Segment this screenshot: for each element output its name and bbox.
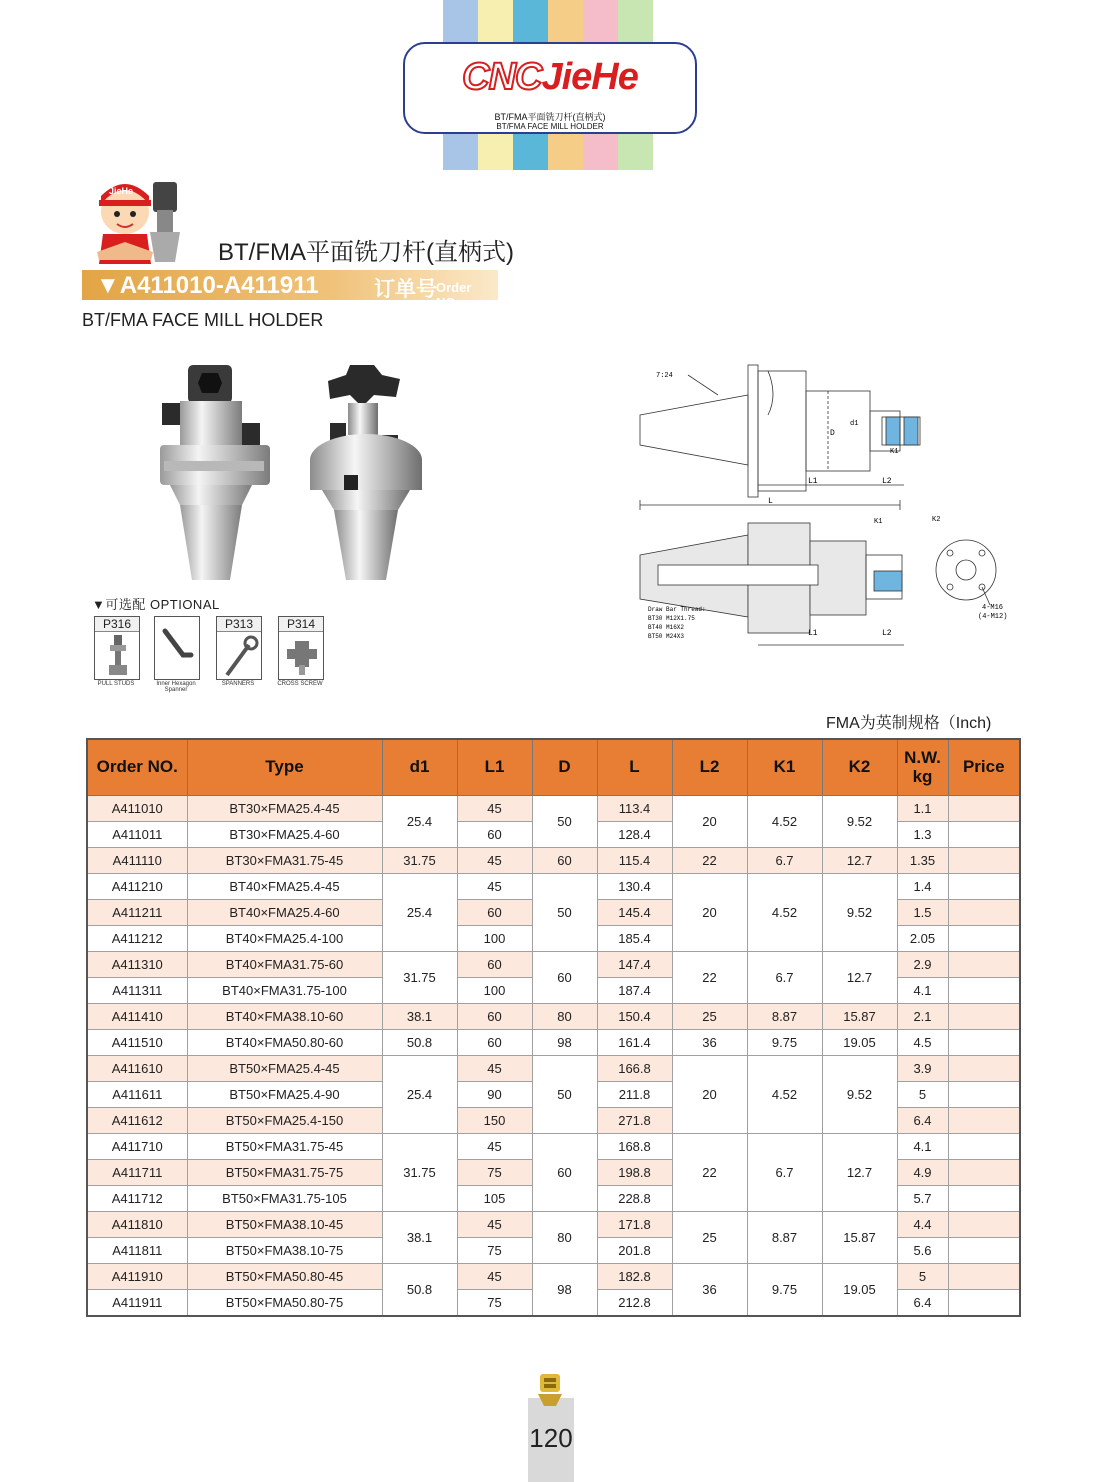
cell-d: 80 bbox=[532, 1004, 597, 1030]
cell-d: 60 bbox=[532, 848, 597, 874]
cell-type: BT30×FMA25.4-60 bbox=[187, 822, 382, 848]
cell-nw: 6.4 bbox=[897, 1108, 948, 1134]
cell-nw: 4.5 bbox=[897, 1030, 948, 1056]
cell-order-no: A411011 bbox=[87, 822, 187, 848]
logo-cnc: CNC bbox=[462, 56, 542, 98]
product-image-holder-2 bbox=[300, 365, 430, 585]
page-number: 120 bbox=[529, 1423, 573, 1453]
cell-l: 161.4 bbox=[597, 1030, 672, 1056]
cell-order-no: A411811 bbox=[87, 1238, 187, 1264]
cell-d: 80 bbox=[532, 1212, 597, 1264]
cell-price bbox=[948, 1108, 1020, 1134]
accessory-caption: CROSS SCREW bbox=[277, 681, 323, 687]
fma-note: FMA为英制规格（Inch) bbox=[826, 715, 992, 732]
cell-type: BT40×FMA25.4-60 bbox=[187, 900, 382, 926]
cell-l1: 45 bbox=[457, 1212, 532, 1238]
table-row bbox=[87, 1056, 1020, 1082]
cell-l: 113.4 bbox=[597, 796, 672, 822]
cell-d1: 38.1 bbox=[382, 1004, 457, 1030]
cell-nw: 6.4 bbox=[897, 1290, 948, 1317]
cell-price bbox=[948, 848, 1020, 874]
cell-d1: 50.8 bbox=[382, 1030, 457, 1056]
cell-k2: 15.87 bbox=[822, 1004, 897, 1030]
cell-type: BT40×FMA38.10-60 bbox=[187, 1004, 382, 1030]
cell-l: 228.8 bbox=[597, 1186, 672, 1212]
cell-nw: 4.4 bbox=[897, 1212, 948, 1238]
cell-order-no: A411311 bbox=[87, 978, 187, 1004]
table-row bbox=[87, 1212, 1020, 1238]
cell-type: BT30×FMA31.75-45 bbox=[187, 848, 382, 874]
cell-l1: 45 bbox=[457, 1264, 532, 1290]
cell-l1: 45 bbox=[457, 796, 532, 822]
drawing-thread-bt40: BT40 M16X2 bbox=[648, 624, 685, 631]
cell-d: 60 bbox=[532, 952, 597, 1004]
cell-l2: 20 bbox=[672, 874, 747, 952]
cell-nw: 4.1 bbox=[897, 1134, 948, 1160]
brand-subtitle-cn: BT/FMA平面铣刀杆(直柄式) bbox=[494, 112, 606, 122]
brand-header-box bbox=[403, 42, 697, 134]
cell-order-no: A411212 bbox=[87, 926, 187, 952]
cell-type: BT40×FMA50.80-60 bbox=[187, 1030, 382, 1056]
cell-price bbox=[948, 978, 1020, 1004]
cell-l1: 60 bbox=[457, 1004, 532, 1030]
cell-type: BT50×FMA25.4-150 bbox=[187, 1108, 382, 1134]
cell-l2: 20 bbox=[672, 796, 747, 848]
drawing-thread-bt50: BT50 M24X3 bbox=[648, 633, 685, 640]
cell-l: 198.8 bbox=[597, 1160, 672, 1186]
cell-nw: 2.05 bbox=[897, 926, 948, 952]
cell-price bbox=[948, 874, 1020, 900]
cell-l: 145.4 bbox=[597, 900, 672, 926]
cell-d1: 25.4 bbox=[382, 1056, 457, 1134]
cell-nw: 4.9 bbox=[897, 1160, 948, 1186]
table-header-row bbox=[87, 739, 1020, 796]
cell-d: 50 bbox=[532, 874, 597, 952]
accessory-caption: PULL STUDS bbox=[97, 681, 135, 687]
cell-nw: 5.7 bbox=[897, 1186, 948, 1212]
cell-k1: 8.87 bbox=[747, 1004, 822, 1030]
drawing-taper-label: 7:24 bbox=[656, 372, 673, 380]
cell-d1: 50.8 bbox=[382, 1264, 457, 1317]
cell-nw: 1.1 bbox=[897, 796, 948, 822]
cell-l: 212.8 bbox=[597, 1290, 672, 1317]
cell-price bbox=[948, 1134, 1020, 1160]
cell-order-no: A411611 bbox=[87, 1082, 187, 1108]
cell-d: 98 bbox=[532, 1030, 597, 1056]
col-nw-line1: N.W. bbox=[904, 747, 941, 767]
drawing-bolt-note: 4-M16 bbox=[982, 604, 1004, 612]
cell-l: 185.4 bbox=[597, 926, 672, 952]
pull-stud-icon bbox=[103, 635, 133, 679]
cell-l2: 36 bbox=[672, 1264, 747, 1317]
cell-d1: 31.75 bbox=[382, 848, 457, 874]
cell-order-no: A411612 bbox=[87, 1108, 187, 1134]
cell-price bbox=[948, 1030, 1020, 1056]
cell-l: 171.8 bbox=[597, 1212, 672, 1238]
cell-k2: 19.05 bbox=[822, 1264, 897, 1317]
cell-k1: 6.7 bbox=[747, 1134, 822, 1212]
table-row bbox=[87, 796, 1020, 822]
cell-order-no: A411110 bbox=[87, 848, 187, 874]
cell-l2: 36 bbox=[672, 1030, 747, 1056]
drawing-label-K1: K1 bbox=[890, 448, 899, 456]
drawing-label-L: L bbox=[768, 497, 773, 506]
cell-k1: 4.52 bbox=[747, 796, 822, 848]
col-nw bbox=[897, 739, 948, 796]
order-range-bar bbox=[82, 270, 498, 310]
cell-order-no: A411211 bbox=[87, 900, 187, 926]
optional-label: ▼可选配 OPTIONAL bbox=[92, 597, 220, 612]
cell-type: BT50×FMA31.75-75 bbox=[187, 1160, 382, 1186]
cell-l: 130.4 bbox=[597, 874, 672, 900]
table-row bbox=[87, 848, 1020, 874]
cell-order-no: A411610 bbox=[87, 1056, 187, 1082]
cell-price bbox=[948, 796, 1020, 822]
drawing-thread-title: Draw Bar Thread: bbox=[648, 606, 706, 613]
cell-l1: 45 bbox=[457, 874, 532, 900]
drawing-label-K2: K2 bbox=[932, 516, 941, 524]
cell-type: BT40×FMA25.4-100 bbox=[187, 926, 382, 952]
cell-l1: 60 bbox=[457, 1030, 532, 1056]
cell-k2: 19.05 bbox=[822, 1030, 897, 1056]
cell-l: 182.8 bbox=[597, 1264, 672, 1290]
col-type: Type bbox=[187, 739, 382, 796]
cell-l: 201.8 bbox=[597, 1238, 672, 1264]
col-k1: K1 bbox=[747, 739, 822, 796]
cell-l1: 105 bbox=[457, 1186, 532, 1212]
accessory-caption: SPANNERS bbox=[221, 681, 255, 687]
col-d1: d1 bbox=[382, 739, 457, 796]
cell-l1: 60 bbox=[457, 952, 532, 978]
cell-k2: 9.52 bbox=[822, 796, 897, 848]
cell-l1: 45 bbox=[457, 1134, 532, 1160]
drawing-label-L2: L2 bbox=[882, 477, 892, 486]
order-label-cn: 订单号 bbox=[374, 278, 437, 301]
footer-tool-icon bbox=[534, 1372, 566, 1408]
cell-d1: 25.4 bbox=[382, 874, 457, 952]
mascot-cap-text: JieHe bbox=[109, 186, 134, 196]
col-l2: L2 bbox=[672, 739, 747, 796]
cell-k1: 4.52 bbox=[747, 1056, 822, 1134]
table-row bbox=[87, 1004, 1020, 1030]
cell-order-no: A411510 bbox=[87, 1030, 187, 1056]
drawing-label-L1: L1 bbox=[808, 477, 818, 486]
cell-nw: 1.35 bbox=[897, 848, 948, 874]
cell-price bbox=[948, 822, 1020, 848]
cell-l: 271.8 bbox=[597, 1108, 672, 1134]
cell-l: 168.8 bbox=[597, 1134, 672, 1160]
cell-type: BT50×FMA50.80-75 bbox=[187, 1290, 382, 1317]
col-nw-line2: kg bbox=[912, 766, 933, 786]
drawing-label-D: D bbox=[830, 429, 835, 438]
cell-order-no: A411711 bbox=[87, 1160, 187, 1186]
drawing-thread-bt30: BT30 M12X1.75 bbox=[648, 615, 695, 622]
accessory-cross-screw[interactable] bbox=[278, 616, 324, 680]
drawing-label-L2-b: L2 bbox=[882, 629, 892, 638]
spec-table bbox=[86, 738, 1021, 1317]
cell-l: 150.4 bbox=[597, 1004, 672, 1030]
cell-price bbox=[948, 1056, 1020, 1082]
cell-nw: 1.5 bbox=[897, 900, 948, 926]
table-row bbox=[87, 874, 1020, 900]
cell-l1: 60 bbox=[457, 900, 532, 926]
cell-l2: 25 bbox=[672, 1004, 747, 1030]
cell-d1: 25.4 bbox=[382, 796, 457, 848]
cell-price bbox=[948, 952, 1020, 978]
cell-l1: 45 bbox=[457, 848, 532, 874]
cell-type: BT50×FMA31.75-105 bbox=[187, 1186, 382, 1212]
cell-type: BT50×FMA25.4-90 bbox=[187, 1082, 382, 1108]
cell-k2: 9.52 bbox=[822, 1056, 897, 1134]
cell-price bbox=[948, 1264, 1020, 1290]
hex-key-icon bbox=[159, 625, 197, 675]
table-row bbox=[87, 1264, 1020, 1290]
cell-l: 166.8 bbox=[597, 1056, 672, 1082]
table-row bbox=[87, 952, 1020, 978]
cross-screw-icon bbox=[285, 637, 319, 677]
cell-order-no: A411910 bbox=[87, 1264, 187, 1290]
cell-d1: 31.75 bbox=[382, 952, 457, 1004]
cell-price bbox=[948, 1186, 1020, 1212]
col-d: D bbox=[532, 739, 597, 796]
accessory-spanners[interactable] bbox=[216, 616, 262, 680]
cell-price bbox=[948, 1212, 1020, 1238]
cell-l1: 45 bbox=[457, 1056, 532, 1082]
cell-l1: 150 bbox=[457, 1108, 532, 1134]
cell-nw: 5 bbox=[897, 1082, 948, 1108]
cell-l: 187.4 bbox=[597, 978, 672, 1004]
cell-l2: 25 bbox=[672, 1212, 747, 1264]
cell-nw: 4.1 bbox=[897, 978, 948, 1004]
cell-d: 98 bbox=[532, 1264, 597, 1317]
accessory-caption: Inner Hexagon Spanner bbox=[156, 681, 196, 693]
cell-k1: 9.75 bbox=[747, 1264, 822, 1317]
order-label-en: Order NO. bbox=[436, 280, 472, 310]
cell-nw: 1.3 bbox=[897, 822, 948, 848]
page-title-en: BT/FMA FACE MILL HOLDER bbox=[82, 310, 324, 330]
cell-nw: 2.1 bbox=[897, 1004, 948, 1030]
page-title-cn: BT/FMA平面铣刀杆(直柄式) bbox=[218, 239, 514, 266]
cell-price bbox=[948, 1290, 1020, 1317]
cell-type: BT50×FMA38.10-75 bbox=[187, 1238, 382, 1264]
drawing-label-L1-b: L1 bbox=[808, 629, 818, 638]
cell-k2: 12.7 bbox=[822, 848, 897, 874]
cell-d: 60 bbox=[532, 1134, 597, 1212]
drawing-label-K1-b: K1 bbox=[874, 518, 883, 526]
cell-type: BT40×FMA25.4-45 bbox=[187, 874, 382, 900]
cell-d1: 31.75 bbox=[382, 1134, 457, 1212]
accessory-tag: P314 bbox=[279, 617, 323, 632]
cell-type: BT50×FMA38.10-45 bbox=[187, 1212, 382, 1238]
cell-type: BT40×FMA31.75-60 bbox=[187, 952, 382, 978]
cell-k2: 12.7 bbox=[822, 952, 897, 1004]
cell-order-no: A411911 bbox=[87, 1290, 187, 1317]
order-range: ▼A411010-A411911 bbox=[96, 272, 319, 299]
accessory-tag: P316 bbox=[95, 617, 139, 632]
cell-l1: 100 bbox=[457, 978, 532, 1004]
cell-type: BT50×FMA25.4-45 bbox=[187, 1056, 382, 1082]
cell-nw: 1.4 bbox=[897, 874, 948, 900]
cell-k1: 8.87 bbox=[747, 1212, 822, 1264]
table-row bbox=[87, 1134, 1020, 1160]
cell-order-no: A411310 bbox=[87, 952, 187, 978]
cell-l1: 60 bbox=[457, 822, 532, 848]
product-image-holder-1 bbox=[150, 365, 280, 585]
cell-k2: 12.7 bbox=[822, 1134, 897, 1212]
cell-l: 147.4 bbox=[597, 952, 672, 978]
cell-l1: 75 bbox=[457, 1160, 532, 1186]
drawing-label-d1: d1 bbox=[850, 420, 859, 428]
cell-k1: 6.7 bbox=[747, 848, 822, 874]
cell-order-no: A411810 bbox=[87, 1212, 187, 1238]
cell-l1: 75 bbox=[457, 1238, 532, 1264]
spanner-icon bbox=[221, 635, 259, 679]
cell-order-no: A411210 bbox=[87, 874, 187, 900]
accessory-pull-studs[interactable] bbox=[94, 616, 140, 680]
accessory-tag: P313 bbox=[217, 617, 261, 632]
cell-l2: 22 bbox=[672, 1134, 747, 1212]
cell-l2: 22 bbox=[672, 848, 747, 874]
cell-k1: 6.7 bbox=[747, 952, 822, 1004]
drawing-bolt-note-alt: (4-M12) bbox=[978, 613, 1008, 621]
cell-l1: 100 bbox=[457, 926, 532, 952]
cell-l: 128.4 bbox=[597, 822, 672, 848]
cell-order-no: A411710 bbox=[87, 1134, 187, 1160]
col-l1: L1 bbox=[457, 739, 532, 796]
cell-l: 115.4 bbox=[597, 848, 672, 874]
col-price: Price bbox=[948, 739, 1020, 796]
cell-type: BT40×FMA31.75-100 bbox=[187, 978, 382, 1004]
brand-subtitle-en: BT/FMA FACE MILL HOLDER bbox=[496, 122, 604, 131]
table-row bbox=[87, 1030, 1020, 1056]
cell-d1: 38.1 bbox=[382, 1212, 457, 1264]
cell-nw: 3.9 bbox=[897, 1056, 948, 1082]
cell-type: BT30×FMA25.4-45 bbox=[187, 796, 382, 822]
col-l: L bbox=[597, 739, 672, 796]
col-k2: K2 bbox=[822, 739, 897, 796]
cell-l1: 90 bbox=[457, 1082, 532, 1108]
cell-k2: 15.87 bbox=[822, 1212, 897, 1264]
cell-k2: 9.52 bbox=[822, 874, 897, 952]
cell-d: 50 bbox=[532, 1056, 597, 1134]
cell-l: 211.8 bbox=[597, 1082, 672, 1108]
cell-price bbox=[948, 926, 1020, 952]
technical-drawing bbox=[628, 355, 1028, 660]
cell-nw: 2.9 bbox=[897, 952, 948, 978]
cell-type: BT50×FMA50.80-45 bbox=[187, 1264, 382, 1290]
cell-price bbox=[948, 1082, 1020, 1108]
table-body bbox=[87, 796, 1020, 1317]
cell-k1: 9.75 bbox=[747, 1030, 822, 1056]
cell-price bbox=[948, 1004, 1020, 1030]
cell-l1: 75 bbox=[457, 1290, 532, 1317]
cell-k1: 4.52 bbox=[747, 874, 822, 952]
accessory-hex-spanner[interactable] bbox=[154, 616, 200, 680]
cell-nw: 5 bbox=[897, 1264, 948, 1290]
mascot-icon bbox=[95, 172, 195, 264]
cell-type: BT50×FMA31.75-45 bbox=[187, 1134, 382, 1160]
brand-logo bbox=[405, 58, 695, 96]
cell-price bbox=[948, 1238, 1020, 1264]
cell-order-no: A411712 bbox=[87, 1186, 187, 1212]
cell-price bbox=[948, 900, 1020, 926]
cell-price bbox=[948, 1160, 1020, 1186]
cell-order-no: A411410 bbox=[87, 1004, 187, 1030]
cell-order-no: A411010 bbox=[87, 796, 187, 822]
logo-jiehe: JieHe bbox=[541, 56, 638, 98]
cell-d: 50 bbox=[532, 796, 597, 848]
cell-nw: 5.6 bbox=[897, 1238, 948, 1264]
col-order-no: Order NO. bbox=[87, 739, 187, 796]
cell-l2: 20 bbox=[672, 1056, 747, 1134]
cell-l2: 22 bbox=[672, 952, 747, 1004]
